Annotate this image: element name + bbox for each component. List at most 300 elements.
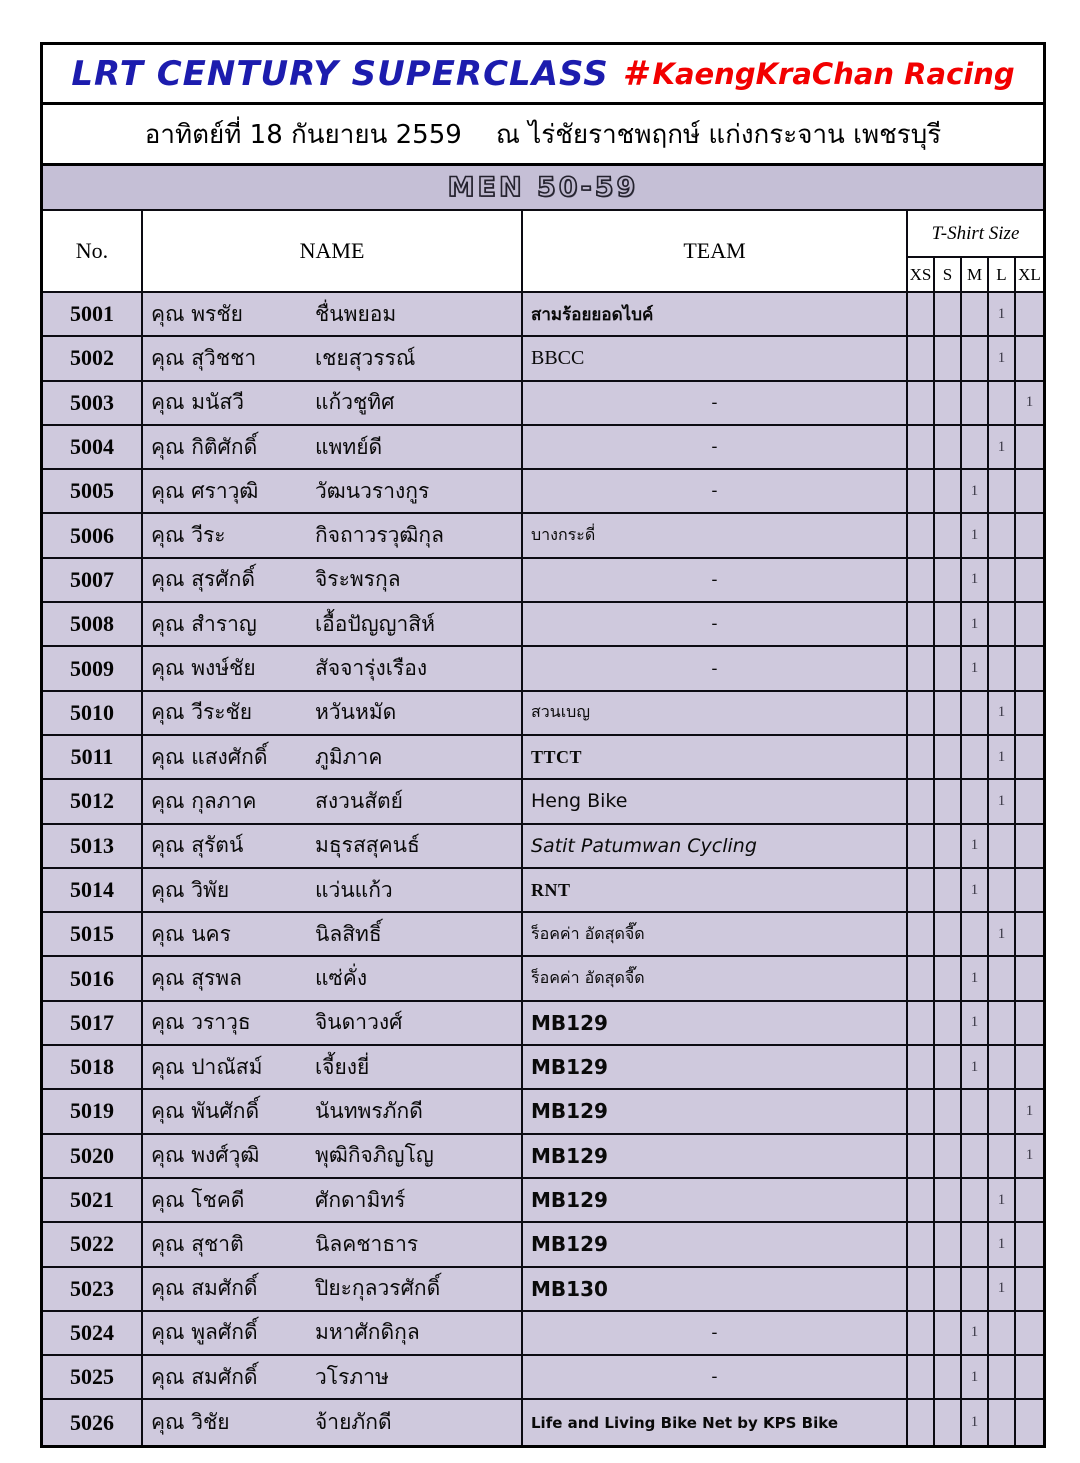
table-row [43, 1312, 1043, 1356]
row-team: - [523, 559, 908, 601]
row-team: MB129 [523, 1223, 908, 1265]
size-cell-l [989, 825, 1016, 867]
size-cell-m: 1 [962, 603, 989, 645]
row-last-name: วัฒนวรางกูร [315, 478, 430, 503]
size-cell-xl [1016, 470, 1043, 512]
size-cell-m [962, 913, 989, 955]
size-cell-xs [908, 692, 935, 734]
row-name [143, 1046, 523, 1088]
table-row [43, 957, 1043, 1001]
row-number: 5006 [43, 514, 143, 556]
row-first-name: คุณ สำราญ [151, 611, 257, 636]
row-team: RNT [523, 869, 908, 911]
size-cell-xl [1016, 736, 1043, 778]
row-team: MB129 [523, 1179, 908, 1221]
size-cell-s [935, 692, 962, 734]
size-cell-l: 1 [989, 780, 1016, 822]
row-team: - [523, 382, 908, 424]
title-row [43, 45, 1043, 105]
size-cell-m [962, 1179, 989, 1221]
size-cell-xl [1016, 1223, 1043, 1265]
registration-sheet [40, 42, 1046, 1448]
size-cell-xs [908, 913, 935, 955]
size-cell-s [935, 780, 962, 822]
size-cell-xl [1016, 337, 1043, 379]
row-number: 5004 [43, 426, 143, 468]
row-name [143, 913, 523, 955]
table-row [43, 913, 1043, 957]
row-last-name: จินดาวงศ์ [315, 1010, 403, 1035]
size-cell-xl [1016, 1179, 1043, 1221]
table-row [43, 514, 1043, 558]
size-cell-l [989, 1046, 1016, 1088]
column-header-no: No. [43, 211, 143, 291]
row-first-name: คุณ วิชัย [151, 1410, 230, 1435]
size-cell-xl [1016, 603, 1043, 645]
table-row [43, 293, 1043, 337]
size-cell-l [989, 470, 1016, 512]
row-last-name: มธุรสสุคนธ์ [315, 833, 420, 858]
row-team: - [523, 647, 908, 689]
row-last-name: จิระพรกุล [315, 567, 401, 592]
row-team: Heng Bike [523, 780, 908, 822]
row-last-name: วโรภาษ [315, 1364, 389, 1389]
size-cell-m: 1 [962, 514, 989, 556]
row-number: 5012 [43, 780, 143, 822]
size-cell-xl [1016, 647, 1043, 689]
size-cell-xs [908, 337, 935, 379]
size-cell-l: 1 [989, 913, 1016, 955]
size-cell-xl [1016, 825, 1043, 867]
row-name [143, 1400, 523, 1444]
row-first-name: คุณ สุรพล [151, 966, 243, 991]
row-number: 5014 [43, 869, 143, 911]
row-number: 5025 [43, 1356, 143, 1398]
row-last-name: นันทพรภักดี [315, 1098, 423, 1123]
row-first-name: คุณ นคร [151, 921, 231, 946]
size-cell-m [962, 337, 989, 379]
row-number: 5007 [43, 559, 143, 601]
row-first-name: คุณ วราวุธ [151, 1010, 251, 1035]
size-cell-xs [908, 825, 935, 867]
size-cell-m [962, 1135, 989, 1177]
size-cell-xs [908, 293, 935, 335]
row-name [143, 382, 523, 424]
row-name [143, 647, 523, 689]
size-cell-s [935, 603, 962, 645]
size-cell-xl [1016, 1002, 1043, 1044]
table-body [43, 293, 1043, 1445]
row-first-name: คุณ กุลภาค [151, 788, 257, 813]
row-last-name: ภูมิภาค [315, 744, 383, 769]
row-team: MB129 [523, 1135, 908, 1177]
row-last-name: เอื้อปัญญาสิห์ [315, 611, 435, 636]
row-number: 5020 [43, 1135, 143, 1177]
size-cell-xs [908, 514, 935, 556]
row-first-name: คุณ กิติศักดิ์ [151, 434, 258, 459]
size-cell-m [962, 780, 989, 822]
row-name [143, 1312, 523, 1354]
size-cell-m: 1 [962, 1002, 989, 1044]
size-cell-s [935, 1400, 962, 1444]
size-cell-xs [908, 426, 935, 468]
size-cell-m [962, 736, 989, 778]
size-cell-s [935, 825, 962, 867]
row-first-name: คุณ แสงศักดิ์ [151, 744, 268, 769]
row-team: บางกระดี่ [523, 514, 908, 556]
row-last-name: เชยสุวรรณ์ [315, 345, 416, 370]
row-last-name: สงวนสัตย์ [315, 788, 403, 813]
table-row [43, 1002, 1043, 1046]
row-name [143, 1179, 523, 1221]
column-header-name: NAME [143, 211, 523, 291]
row-last-name: ชื่นพยอม [315, 301, 397, 326]
row-number: 5019 [43, 1090, 143, 1132]
row-last-name: หวันหมัด [315, 700, 397, 725]
size-cell-xs [908, 603, 935, 645]
row-first-name: คุณ สุรศักดิ์ [151, 567, 255, 592]
row-number: 5024 [43, 1312, 143, 1354]
size-cell-xs [908, 382, 935, 424]
size-cell-xs [908, 1135, 935, 1177]
size-cell-xs [908, 1002, 935, 1044]
row-number: 5023 [43, 1268, 143, 1310]
size-cell-m: 1 [962, 869, 989, 911]
event-date: อาทิตย์ที่ 18 กันยายน 2559 [144, 119, 462, 150]
size-cell-xs [908, 1046, 935, 1088]
row-team: สวนเบญ [523, 692, 908, 734]
size-cell-xs [908, 1356, 935, 1398]
row-first-name: คุณ ศราวุฒิ [151, 478, 259, 503]
size-header-s: S [935, 258, 962, 291]
size-cell-s [935, 1090, 962, 1132]
size-cell-s [935, 559, 962, 601]
size-cell-l [989, 1312, 1016, 1354]
size-cell-xs [908, 869, 935, 911]
row-team: Satit Patumwan Cycling [523, 825, 908, 867]
size-cell-xl [1016, 1268, 1043, 1310]
size-cell-l [989, 1090, 1016, 1132]
table-row [43, 603, 1043, 647]
category-band: MEN 50-59 [43, 166, 1043, 211]
size-cell-l [989, 1356, 1016, 1398]
row-first-name: คุณ วีระ [151, 523, 226, 548]
row-name [143, 1223, 523, 1265]
date-row [43, 105, 1043, 166]
event-subtitle: KaengKraChan Racing [652, 56, 1015, 91]
row-number: 5017 [43, 1002, 143, 1044]
row-name [143, 869, 523, 911]
row-first-name: คุณ สุรัตน์ [151, 833, 244, 858]
size-cell-xs [908, 470, 935, 512]
size-cell-m: 1 [962, 470, 989, 512]
row-last-name: แว่นแก้ว [315, 877, 393, 902]
row-team: ร็อคค่า อัดสุดจี๊ด [523, 957, 908, 999]
table-row [43, 1046, 1043, 1090]
row-first-name: คุณ วิพัย [151, 877, 230, 902]
size-cell-m [962, 692, 989, 734]
row-number: 5003 [43, 382, 143, 424]
size-cell-l: 1 [989, 1268, 1016, 1310]
size-cell-xl [1016, 913, 1043, 955]
row-team: MB130 [523, 1268, 908, 1310]
size-cell-xs [908, 1268, 935, 1310]
row-first-name: คุณ สุชาติ [151, 1231, 244, 1256]
size-cell-m [962, 1268, 989, 1310]
size-cell-s [935, 514, 962, 556]
event-venue: ณ ไร่ชัยราชพฤกษ์ แก่งกระจาน เพชรบุรี [495, 119, 942, 150]
row-team: MB129 [523, 1090, 908, 1132]
size-cell-m: 1 [962, 559, 989, 601]
row-name [143, 825, 523, 867]
column-header-tshirt-group [908, 211, 1043, 291]
size-cell-s [935, 1312, 962, 1354]
size-cell-xl [1016, 293, 1043, 335]
size-header-row [908, 256, 1043, 291]
row-first-name: คุณ สุวิชชา [151, 345, 257, 370]
row-name [143, 603, 523, 645]
row-last-name: กิจถาวรวุฒิกุล [315, 523, 444, 548]
row-team: Life and Living Bike Net by KPS Bike [523, 1400, 908, 1444]
row-last-name: พุฒิกิจภิญโญ [315, 1143, 434, 1168]
size-cell-s [935, 736, 962, 778]
size-cell-m: 1 [962, 1046, 989, 1088]
size-cell-l: 1 [989, 426, 1016, 468]
table-header [43, 211, 1043, 293]
size-cell-l [989, 1400, 1016, 1444]
hashtag-symbol: # [622, 53, 647, 94]
row-name [143, 1090, 523, 1132]
row-name [143, 1135, 523, 1177]
size-cell-xl: 1 [1025, 1147, 1034, 1164]
size-cell-l [989, 957, 1016, 999]
size-cell-m [962, 1090, 989, 1132]
row-first-name: คุณ มนัสวี [151, 390, 245, 415]
row-last-name: นิลคชาธาร [315, 1231, 419, 1256]
row-name [143, 337, 523, 379]
size-header-xs: XS [908, 258, 935, 291]
size-cell-l: 1 [989, 736, 1016, 778]
row-name [143, 426, 523, 468]
row-number: 5021 [43, 1179, 143, 1221]
size-cell-s [935, 1268, 962, 1310]
size-cell-xl [1016, 1312, 1043, 1354]
table-row [43, 1179, 1043, 1223]
size-cell-xl [1016, 869, 1043, 911]
row-first-name: คุณ พรชัย [151, 301, 243, 326]
row-team: - [523, 1356, 908, 1398]
size-cell-m: 1 [962, 1356, 989, 1398]
size-header-m: M [962, 258, 989, 291]
size-cell-xl [1016, 426, 1043, 468]
table-row [43, 1223, 1043, 1267]
size-cell-s [935, 293, 962, 335]
row-last-name: แก้วชูทิศ [315, 390, 395, 415]
row-last-name: แพทย์ดี [315, 434, 383, 459]
row-first-name: คุณ พูลศักดิ์ [151, 1320, 258, 1345]
row-first-name: คุณ โชคดี [151, 1187, 245, 1212]
row-team: MB129 [523, 1046, 908, 1088]
size-cell-m [962, 293, 989, 335]
row-first-name: คุณ พันศักดิ์ [151, 1098, 260, 1123]
size-cell-m: 1 [962, 647, 989, 689]
table-row [43, 869, 1043, 913]
size-cell-xs [908, 780, 935, 822]
table-row [43, 559, 1043, 603]
size-cell-m: 1 [962, 1400, 989, 1444]
row-number: 5002 [43, 337, 143, 379]
row-team: - [523, 426, 908, 468]
row-number: 5015 [43, 913, 143, 955]
size-cell-xl: 1 [1025, 394, 1034, 411]
row-last-name: สัจจารุ่งเรือง [315, 656, 428, 681]
table-row [43, 1135, 1043, 1179]
size-cell-s [935, 1002, 962, 1044]
size-cell-l: 1 [989, 1223, 1016, 1265]
row-last-name: แซ่คั่ง [315, 966, 368, 991]
row-name [143, 1268, 523, 1310]
table-row [43, 1356, 1043, 1400]
size-cell-s [935, 470, 962, 512]
table-row [43, 780, 1043, 824]
size-cell-l: 1 [989, 1179, 1016, 1221]
size-header-xl: XL [1018, 264, 1041, 284]
size-cell-xs [908, 1090, 935, 1132]
row-number: 5022 [43, 1223, 143, 1265]
table-row [43, 426, 1043, 470]
row-number: 5008 [43, 603, 143, 645]
size-cell-s [935, 1179, 962, 1221]
row-last-name: ศักดามิทร์ [315, 1187, 406, 1212]
size-cell-xl [1016, 957, 1043, 999]
row-team: - [523, 470, 908, 512]
row-name [143, 736, 523, 778]
size-cell-s [935, 957, 962, 999]
size-cell-m: 1 [962, 957, 989, 999]
size-cell-xl [1016, 780, 1043, 822]
row-team: ร็อคค่า อัดสุดจี๊ด [523, 913, 908, 955]
row-first-name: คุณ ปาณัสม์ [151, 1054, 263, 1079]
row-last-name: จ้ายภักดี [315, 1410, 392, 1435]
size-cell-xl [1016, 514, 1043, 556]
row-name [143, 559, 523, 601]
size-cell-s [935, 913, 962, 955]
event-title: LRT CENTURY SUPERCLASS [71, 53, 609, 94]
size-cell-xs [908, 957, 935, 999]
size-cell-l [989, 514, 1016, 556]
row-name [143, 293, 523, 335]
row-name [143, 470, 523, 512]
size-cell-xl [1016, 1046, 1043, 1088]
row-last-name: มหาศักดิกุล [315, 1320, 420, 1345]
size-cell-s [935, 1223, 962, 1265]
table-row [43, 692, 1043, 736]
size-cell-m [962, 1223, 989, 1265]
row-name [143, 1356, 523, 1398]
size-cell-l [989, 1002, 1016, 1044]
size-cell-xs [908, 736, 935, 778]
size-cell-xs [908, 1179, 935, 1221]
row-first-name: คุณ พงษ์ชัย [151, 656, 256, 681]
size-cell-s [935, 1356, 962, 1398]
row-number: 5016 [43, 957, 143, 999]
table-row [43, 470, 1043, 514]
size-cell-xl [1016, 692, 1043, 734]
row-number: 5009 [43, 647, 143, 689]
size-cell-m [962, 426, 989, 468]
row-first-name: คุณ สมศักดิ์ [151, 1364, 258, 1389]
size-cell-xl: 1 [1025, 1102, 1034, 1119]
size-cell-s [935, 382, 962, 424]
size-cell-l [989, 603, 1016, 645]
row-last-name: นิลสิทธิ์ [315, 921, 382, 946]
table-row [43, 337, 1043, 381]
size-cell-s [935, 426, 962, 468]
row-team: BBCC [523, 337, 908, 379]
row-name [143, 780, 523, 822]
row-team: - [523, 603, 908, 645]
size-cell-xs [908, 1400, 935, 1444]
column-header-tshirt: T-Shirt Size [931, 222, 1020, 244]
row-number: 5013 [43, 825, 143, 867]
size-cell-l [989, 382, 1016, 424]
size-cell-s [935, 1046, 962, 1088]
size-cell-l: 1 [989, 293, 1016, 335]
row-name [143, 957, 523, 999]
row-number: 5011 [43, 736, 143, 778]
row-first-name: คุณ วีระชัย [151, 700, 253, 725]
row-last-name: เจี้ยงยี่ [315, 1054, 370, 1079]
size-cell-l [989, 1135, 1016, 1177]
table-row [43, 1268, 1043, 1312]
size-cell-xl [1016, 1400, 1043, 1444]
row-number: 5018 [43, 1046, 143, 1088]
row-last-name: ปิยะกุลวรศักดิ์ [315, 1276, 441, 1301]
row-number: 5001 [43, 293, 143, 335]
size-cell-l: 1 [989, 337, 1016, 379]
size-cell-xs [908, 647, 935, 689]
row-number: 5005 [43, 470, 143, 512]
size-cell-s [935, 647, 962, 689]
row-team: สามร้อยยอดไบค์ [523, 293, 908, 335]
size-cell-xs [908, 1312, 935, 1354]
size-cell-xl [1016, 1356, 1043, 1398]
size-cell-s [935, 869, 962, 911]
table-row [43, 647, 1043, 691]
size-cell-m: 1 [962, 1312, 989, 1354]
row-first-name: คุณ สมศักดิ์ [151, 1276, 258, 1301]
size-cell-xs [908, 559, 935, 601]
row-name [143, 1002, 523, 1044]
size-cell-s [935, 1135, 962, 1177]
size-header-l: L [989, 258, 1016, 291]
size-cell-l [989, 869, 1016, 911]
size-cell-xl [1016, 559, 1043, 601]
row-number: 5026 [43, 1400, 143, 1444]
size-cell-l [989, 559, 1016, 601]
size-cell-s [935, 337, 962, 379]
table-row [43, 382, 1043, 426]
row-team: - [523, 1312, 908, 1354]
row-number: 5010 [43, 692, 143, 734]
size-cell-xs [908, 1223, 935, 1265]
column-header-team: TEAM [523, 211, 908, 291]
row-name [143, 514, 523, 556]
row-team: MB129 [523, 1002, 908, 1044]
row-team: TTCT [523, 736, 908, 778]
size-cell-l [989, 647, 1016, 689]
table-row [43, 1090, 1043, 1134]
